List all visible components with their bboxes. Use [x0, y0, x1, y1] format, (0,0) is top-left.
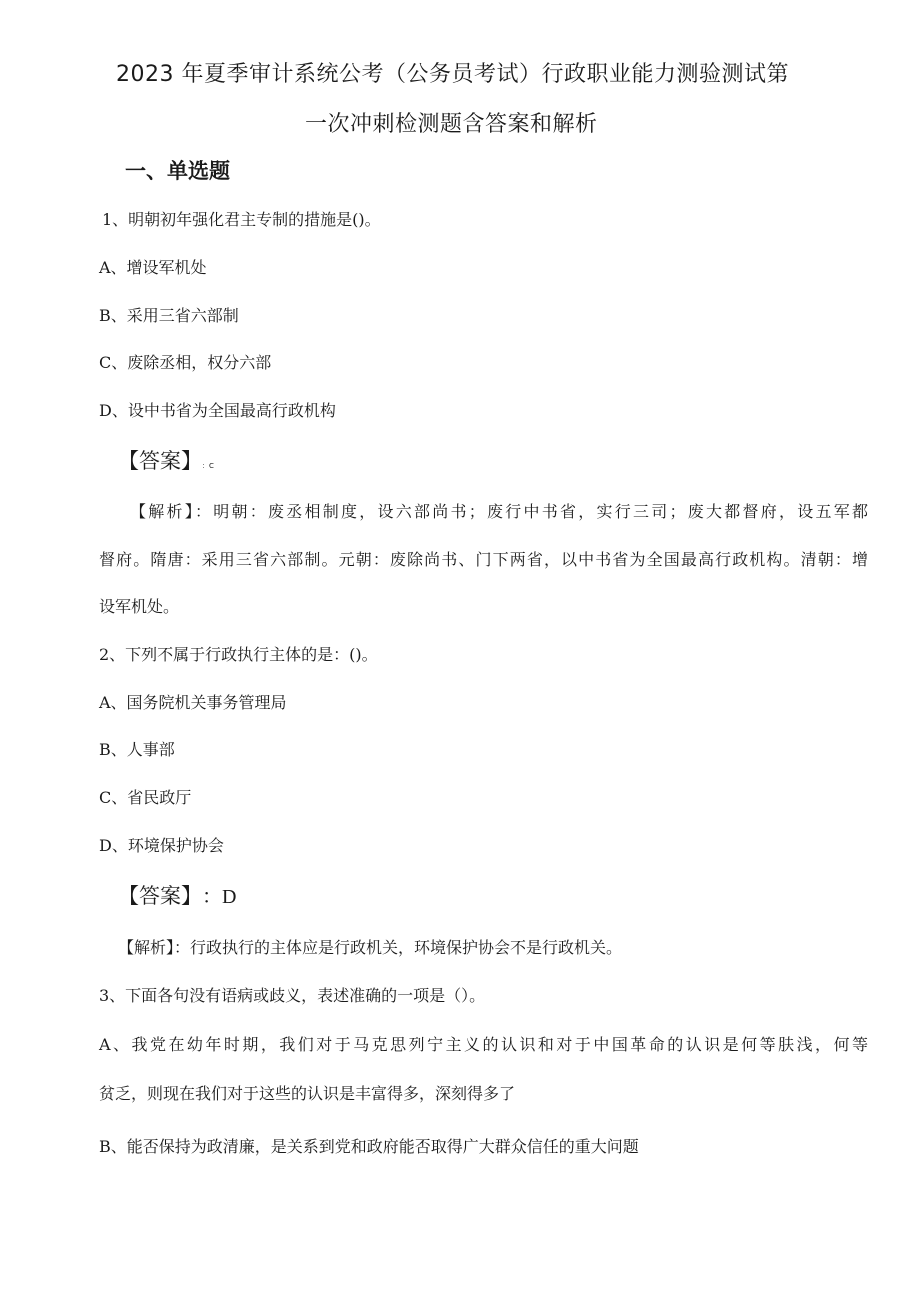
question-3-option-a-line-2: 贫乏，则现在我们对于这些的认识是丰富得多，深刻得多了	[99, 1084, 516, 1103]
question-2-option-c: C、省民政厅	[99, 788, 192, 807]
question-1-analysis-line-3: 设军机处。	[99, 597, 180, 616]
question-1-analysis-line-2: 督府。隋唐：采用三省六部制。元朝：废除尚书、门下两省，以中书省为全国最高行政机构。清朝：增	[99, 550, 868, 569]
question-3-option-a-line-1: A、我党在幼年时期，我们对于马克思列宁主义的认识和对于中国革命的认识是何等肤浅，何等	[99, 1035, 868, 1054]
question-1-stem: 1、明朝初年强化君主专制的措施是()。	[102, 210, 381, 229]
question-1-option-c: C、废除丞相，权分六部	[99, 353, 272, 372]
question-2-option-b: B、人事部	[99, 740, 175, 759]
question-1-option-d: D、设中书省为全国最高行政机构	[99, 401, 336, 420]
question-2-option-a: A、国务院机关事务管理局	[99, 693, 287, 712]
question-2-analysis-line-1: 【解析】：行政执行的主体应是行政机关，环境保护协会不是行政机关。	[118, 938, 623, 957]
question-1-answer-value: ：C	[202, 462, 214, 470]
question-3-option-b: B、能否保持为政清廉，是关系到党和政府能否取得广大群众信任的重大问题	[99, 1137, 639, 1156]
document-title-line-2: 一次冲刺检测题含答案和解析	[305, 112, 598, 137]
question-2-stem: 2、下列不属于行政执行主体的是：()。	[99, 645, 378, 664]
question-1-option-b: B、采用三省六部制	[99, 306, 239, 325]
question-1-option-a: A、增设军机处	[99, 258, 207, 277]
section-heading: 一、单选题	[125, 159, 230, 183]
question-2-option-d: D、环境保护协会	[99, 836, 224, 855]
question-1-answer-label: 【答案】	[118, 449, 202, 473]
question-2-answer-label: 【答案】	[118, 884, 202, 908]
document-title-line-1: 2023 年夏季审计系统公考（公务员考试）行政职业能力测验测试第	[116, 62, 789, 87]
question-3-stem: 3、下面各句没有语病或歧义，表述准确的一项是（）。	[99, 986, 486, 1005]
question-2-answer-value: ：D	[202, 886, 237, 908]
question-1-analysis-line-1: 【解析】：明朝：废丞相制度，设六部尚书；废行中书省，实行三司；废大都督府，设五军都	[130, 502, 868, 521]
